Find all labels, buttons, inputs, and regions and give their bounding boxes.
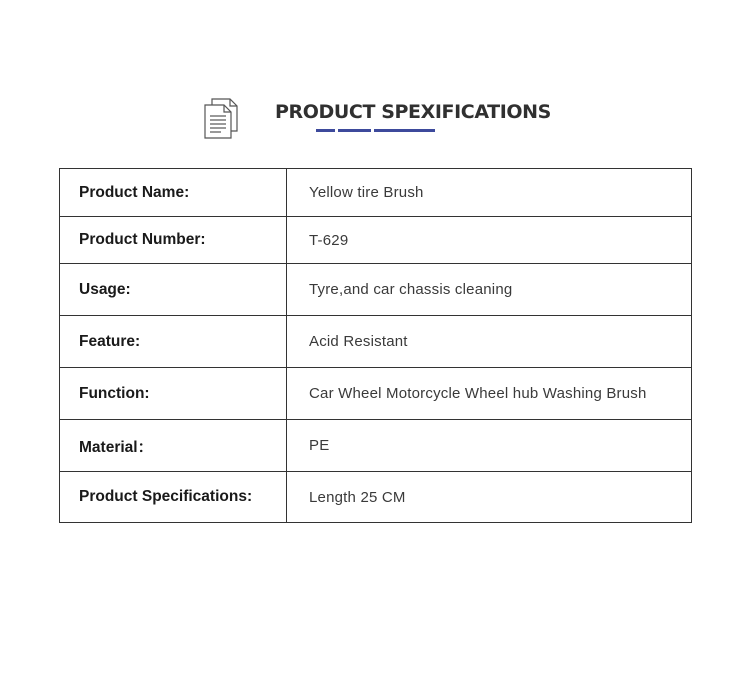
- table-row: [60, 217, 692, 264]
- spec-value: Car Wheel Motorcycle Wheel hub Washing Brush: [287, 368, 692, 420]
- page-title: PRODUCT SPEXIFICATIONS: [275, 101, 551, 123]
- table-row: [60, 264, 692, 316]
- spec-label: Product Number:: [60, 217, 287, 264]
- spec-label: Material：: [60, 420, 287, 472]
- document-icon: [203, 97, 239, 139]
- spec-label: Product Name:: [60, 169, 287, 217]
- spec-label: Feature:: [60, 316, 287, 368]
- spec-value: Length 25 CM: [287, 472, 692, 523]
- spec-value: Tyre,and car chassis cleaning: [287, 264, 692, 316]
- title-underline-segment: [316, 129, 335, 132]
- section-header: [0, 96, 750, 140]
- table-row: [60, 472, 692, 523]
- table-row: [60, 316, 692, 368]
- table-row: [60, 169, 692, 217]
- specifications-table: [59, 168, 692, 523]
- spec-value: PE: [287, 420, 692, 472]
- title-underline-segment: [338, 129, 371, 132]
- spec-value: T-629: [287, 217, 692, 264]
- spec-value: Acid Resistant: [287, 316, 692, 368]
- spec-value: Yellow tire Brush: [287, 169, 692, 217]
- spec-label: Usage:: [60, 264, 287, 316]
- table-row: [60, 420, 692, 472]
- spec-label: Function:: [60, 368, 287, 420]
- table-row: [60, 368, 692, 420]
- spec-label: Product Specifications:: [60, 472, 287, 523]
- title-underline-segment: [374, 129, 435, 132]
